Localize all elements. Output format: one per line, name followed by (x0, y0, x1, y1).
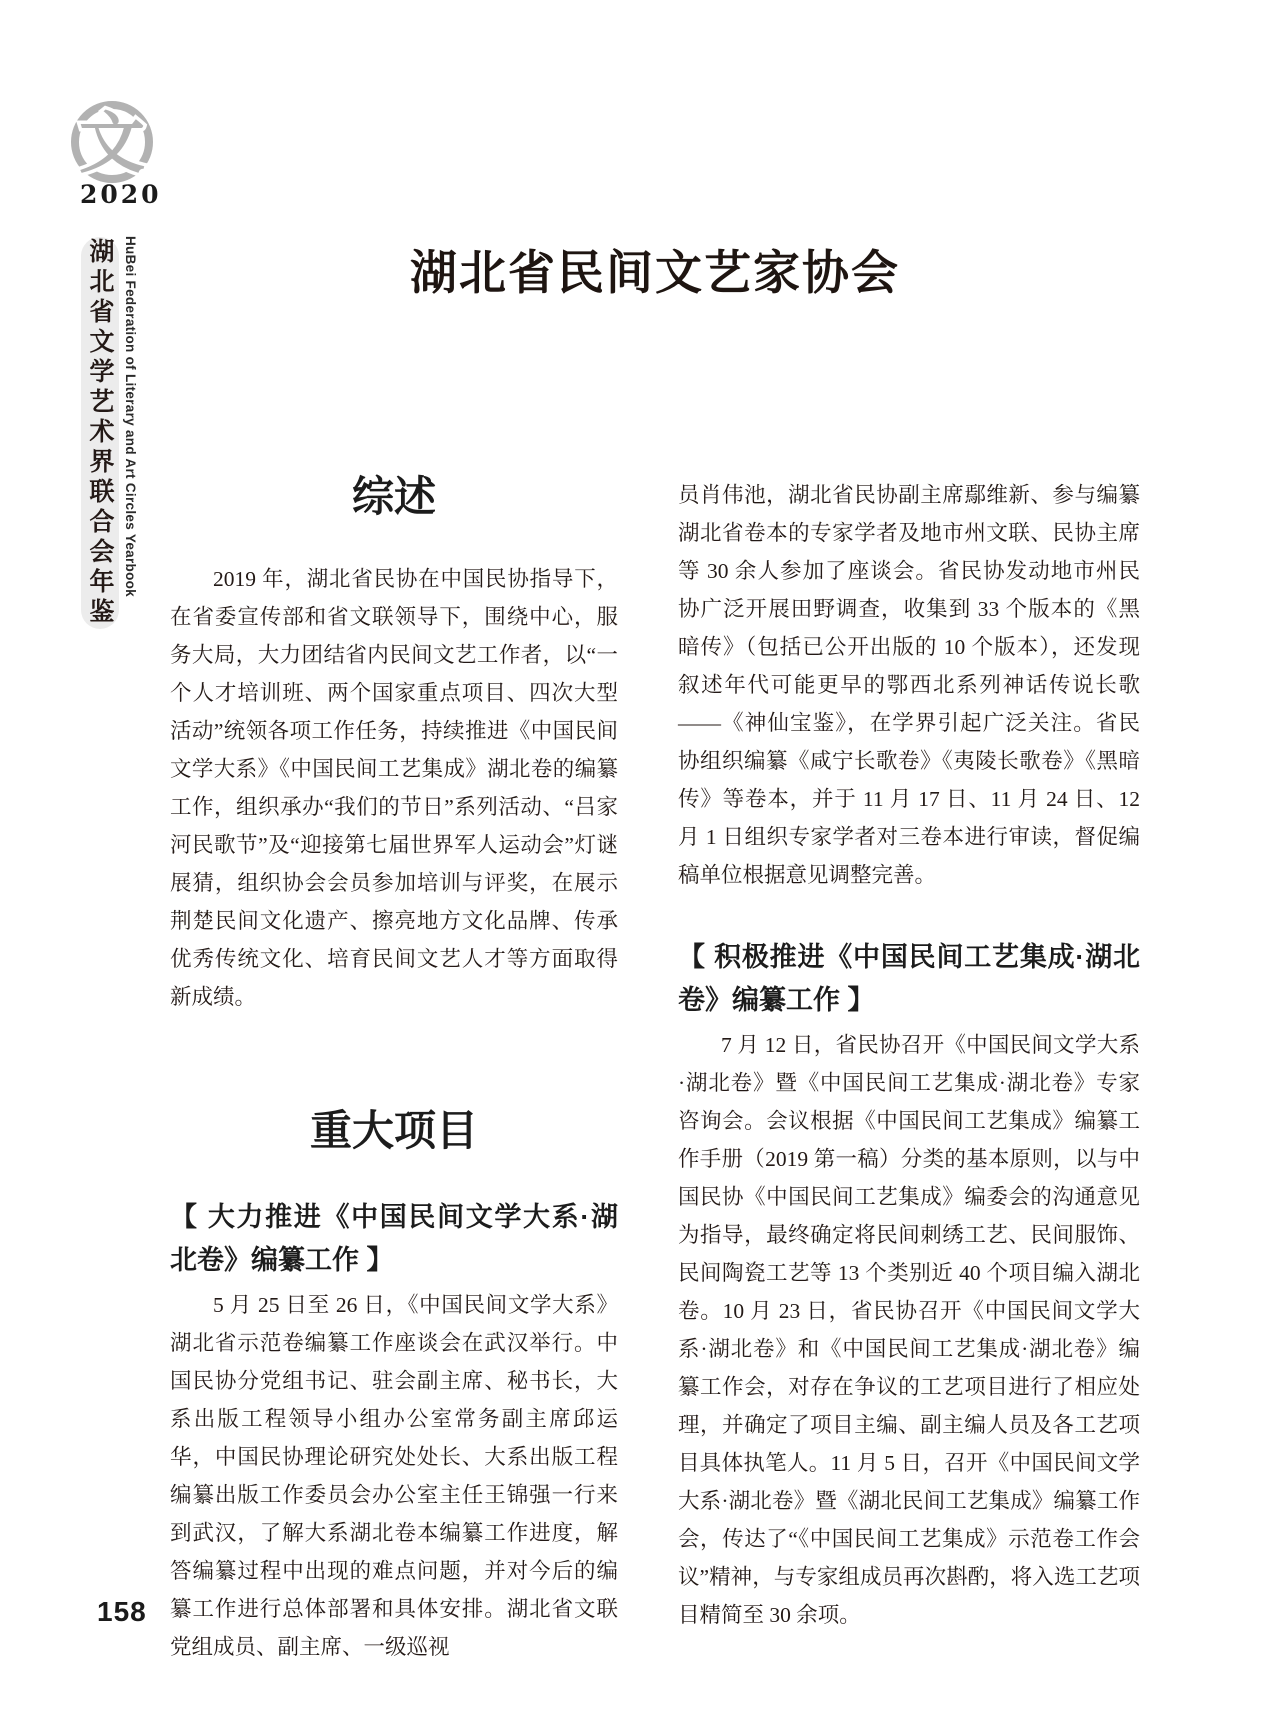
svg-text:文: 文 (79, 106, 145, 180)
overview-paragraph: 2019 年，湖北省民协在中国民协指导下，在省委宣传部和省文联领导下，围绕中心，服务大局，大力团结省内民间文艺工作者，以“一个人才培训班、两个国家重点项目、四次大型活动”统领各项工作任务，持续推进《中国民间文学大系》《中国民间工艺集成》湖北卷的编纂工作，组织承办“我们的节日”系列活动、“吕家河民歌节”及“迎接第七届世界军人运动会”灯谜展猜，组织协会会员参加培训与评奖，在展示荆楚民间文化遗产、擦亮地方文化品牌、传承优秀传统文化、培育民间文艺人才等方面取得新成绩。 (170, 567, 618, 1010)
sidebar-cn-title-strip (81, 237, 119, 629)
page-number: 158 (97, 1596, 147, 1627)
page-title: 湖北省民间文艺家协会 (410, 248, 900, 300)
entry-2-heading: 【 积极推进《中国民间工艺集成·湖北卷》编纂工作 】 (678, 942, 1140, 1015)
right-column (678, 462, 1140, 1634)
entry-1-paragraph-right: 员肖伟池，湖北省民协副主席鄢维新、参与编纂湖北省卷本的专家学者及地市州文联、民协主席等 30 余人参加了座谈会。省民协发动地市州民协广泛开展田野调查，收集到 33 个版本的《黑暗传》（包括已公开出版的 10 个版本），还发现叙述年代可能更早的鄂西北系列神话传说长歌——《神仙宝鉴》，在学界引起广泛关注。省民协组织编纂《咸宁长歌卷》《夷陵长歌卷》《黑暗传》等卷本，并于 11 月 17 日、11 月 24 日、12 月 1 日组织专家学者对三卷本进行审读，督促编稿单位根据意见调整完善。 (678, 483, 1140, 887)
major-projects-heading: 重大项目 (309, 1107, 478, 1155)
year-label: 2020 (80, 180, 162, 209)
entry-1-paragraph-left: 5 月 25 日至 26 日，《中国民间文学大系》湖北省示范卷编纂工作座谈会在武汉举行。中国民协分党组书记、驻会副主席、秘书长，大系出版工程领导小组办公室常务副主席邱运华，中国民协理论研究处处长、大系出版工程编纂出版工作委员会办公室主任王锦强一行来到武汉，了解大系湖北卷本编纂工作进度，解答编纂过程中出现的难点问题，并对今后的编纂工作进行总体部署和具体安排。湖北省文联党组成员、副主席、一级巡视 (170, 1293, 618, 1660)
cflac-emblem-icon (60, 96, 164, 188)
entry-2-paragraph: 7 月 12 日，省民协召开《中国民间文学大系·湖北卷》暨《中国民间工艺集成·湖北卷》专家咨询会。会议根据《中国民间工艺集成》编纂工作手册（2019 第一稿）分类的基本原则，以与中国民协《中国民间工艺集成》编委会的沟通意见为指导，最终确定将民间刺绣工艺、民间服饰、民间陶瓷工艺等 13 个类别近 40 个项目编入湖北卷。10 月 23 日，省民协召开《中国民间文学大系·湖北卷》和《中国民间工艺集成·湖北卷》编纂工作会，对存在争议的工艺项目进行了相应处理，并确定了项目主编、副主编人员及各工艺项目具体执笔人。11 月 5 日，召开《中国民间文学大系·湖北卷》暨《湖北民间工艺集成》编纂工作会，传达了“《中国民间工艺集成》示范卷工作会议”精神，与专家组成员再次斟酌，将入选工艺项目精简至 30 余项。 (678, 1033, 1140, 1627)
entry-1-heading: 【 大力推进《中国民间文学大系·湖北卷》编纂工作 】 (170, 1202, 618, 1276)
left-column (170, 462, 618, 1666)
overview-heading: 综述 (351, 473, 436, 520)
sidebar-en-title: HuBei Federation of Literary and Art Circles Yearbook (123, 236, 138, 597)
sidebar-cn-title: 湖北省文学艺术界联合会年鉴 (86, 238, 114, 628)
